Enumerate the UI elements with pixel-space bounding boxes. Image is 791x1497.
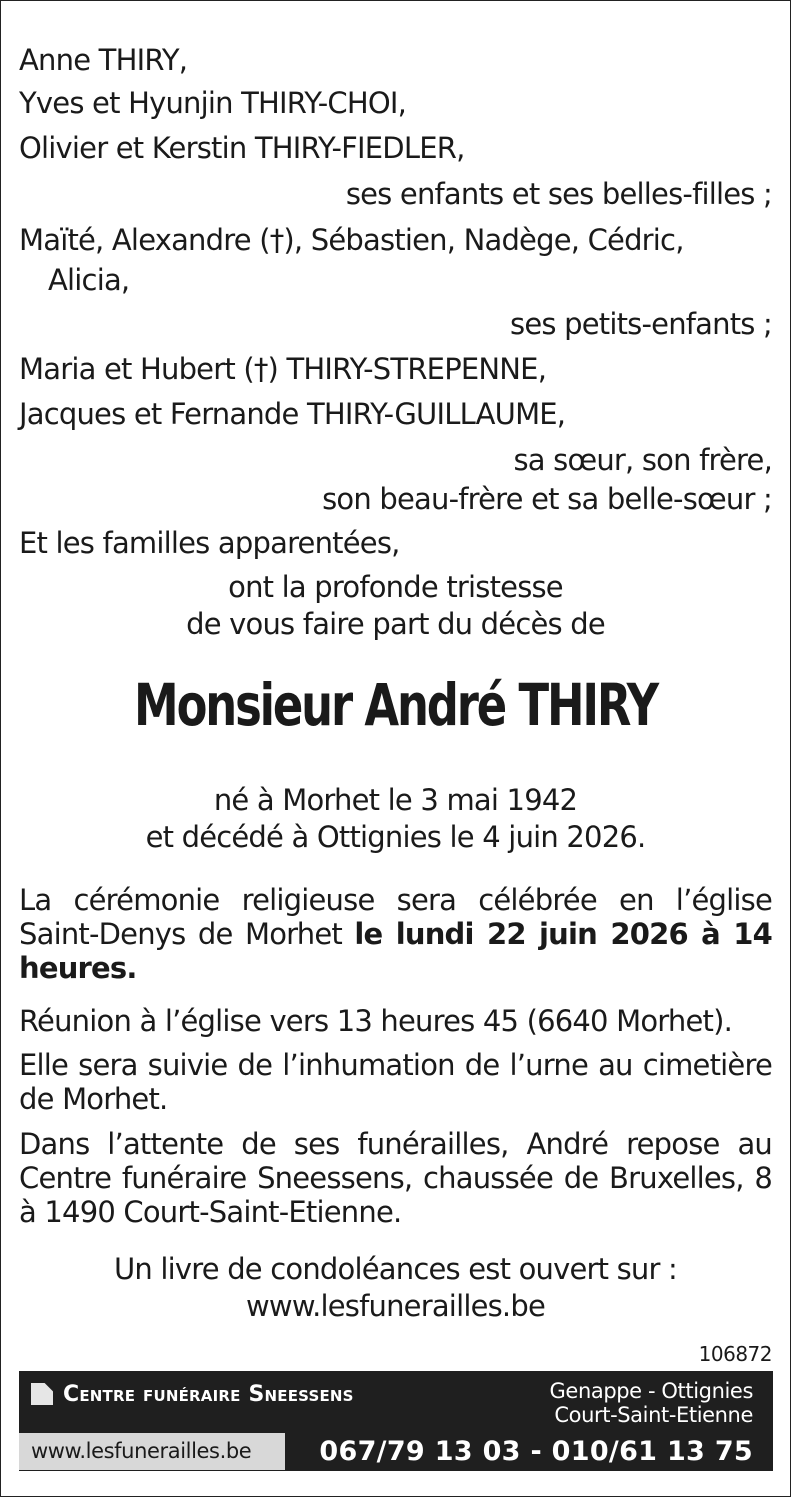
ceremony-date: le lundi 22 juin 2026 à 14 heures. — [19, 917, 772, 985]
grandchildren-line-2: Alicia, — [48, 263, 130, 297]
meeting-info: Réunion à l’église vers 13 heures 45 (6640 Morhet). — [19, 1004, 733, 1038]
condolences-website[interactable]: www.lesfunerailles.be — [245, 1289, 545, 1323]
family-line-1: Anne THIRY, — [19, 43, 188, 77]
phone-numbers: 067/79 13 03 - 010/61 13 75 — [319, 1436, 753, 1467]
locations-line-1: Genappe - Ottignies — [549, 1379, 753, 1403]
announcement-line-1: ont la profonde tristesse — [228, 570, 563, 604]
ceremony-text: La cérémonie religieuse sera célébrée en l’église Saint-Denys de Morhet — [19, 883, 772, 951]
reference-number: 106872 — [698, 1342, 772, 1366]
siblings-line-2: Jacques et Fernande THIRY-GUILLAUME, — [19, 397, 566, 431]
birth-info: né à Morhet le 3 mai 1942 — [213, 783, 578, 817]
death-info: et décédé à Ottignies le 4 juin 2026. — [145, 820, 646, 854]
ceremony-paragraph — [19, 883, 772, 985]
family-line-3: Olivier et Kerstin THIRY-FIEDLER, — [19, 131, 465, 165]
footer-banner — [19, 1371, 773, 1471]
grandchildren-line-1: Maïté, Alexandre (†), Sébastien, Nadège, Cédric, — [19, 223, 684, 257]
role-siblings-1: sa sœur, son frère, — [513, 443, 772, 477]
locations-line-2: Court-Saint-Etienne — [554, 1403, 753, 1427]
role-children: ses enfants et ses belles-filles ; — [345, 177, 772, 211]
announcement-line-2: de vous faire part du décès de — [186, 607, 605, 641]
family-line-2: Yves et Hyunjin THIRY-CHOI, — [19, 86, 407, 120]
document-icon — [31, 1383, 53, 1405]
siblings-line-1: Maria et Hubert (†) THIRY-STREPENNE, — [19, 352, 547, 386]
related-families: Et les familles apparentées, — [19, 526, 400, 560]
deceased-name: Monsieur André THIRY — [134, 671, 657, 739]
condolences-line: Un livre de condoléances est ouvert sur : — [113, 1252, 678, 1286]
role-siblings-2: son beau-frère et sa belle-sœur ; — [322, 482, 772, 516]
funeral-home-name: Centre funéraire Sneessens — [63, 1382, 354, 1407]
role-grandchildren: ses petits-enfants ; — [510, 307, 772, 341]
rest-info: Dans l’attente de ses funérailles, André repose au Centre funéraire Sneessens, chaussée de Bruxelles, 8 à 1490 Court-Saint-Etienne. — [19, 1127, 772, 1229]
burial-info: Elle sera suivie de l’inhumation de l’urne au cimetière de Morhet. — [19, 1048, 772, 1116]
footer-website-link[interactable]: www.lesfunerailles.be — [19, 1433, 285, 1470]
